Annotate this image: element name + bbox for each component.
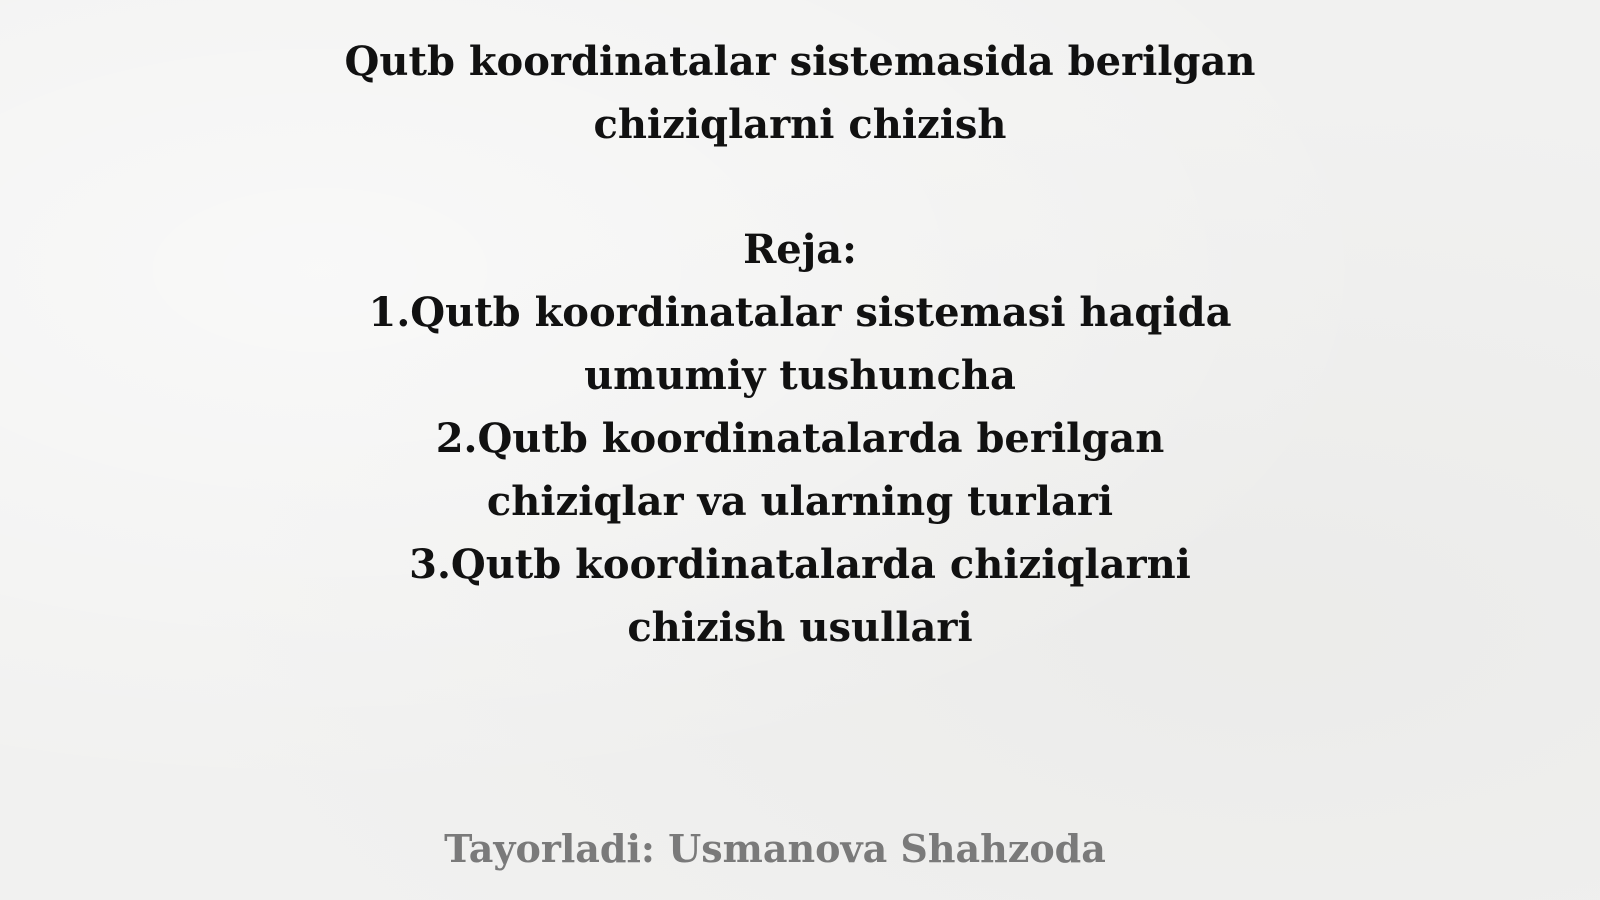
plan-line-1: 1.Qutb koordinatalar sistemasi haqida [368, 289, 1232, 336]
plan-line-3: 2.Qutb koordinatalarda berilgan [435, 415, 1165, 462]
plan-line-2: umumiy tushuncha [584, 352, 1016, 399]
title-line-2: chiziqlarni chizish [593, 101, 1007, 148]
slide-title [0, 30, 1600, 156]
plan-section [0, 218, 1600, 659]
plan-line-6: chizish usullari [627, 604, 973, 651]
plan-line-5: 3.Qutb koordinatalarda chiziqlarni [409, 541, 1191, 588]
plan-heading: Reja: [743, 226, 857, 273]
author-credit: Tayorladi: Usmanova Shahzoda [444, 826, 1106, 871]
plan-line-4: chiziqlar va ularning turlari [486, 478, 1114, 525]
title-line-1: Qutb koordinatalar sistemasida berilgan [344, 38, 1256, 85]
